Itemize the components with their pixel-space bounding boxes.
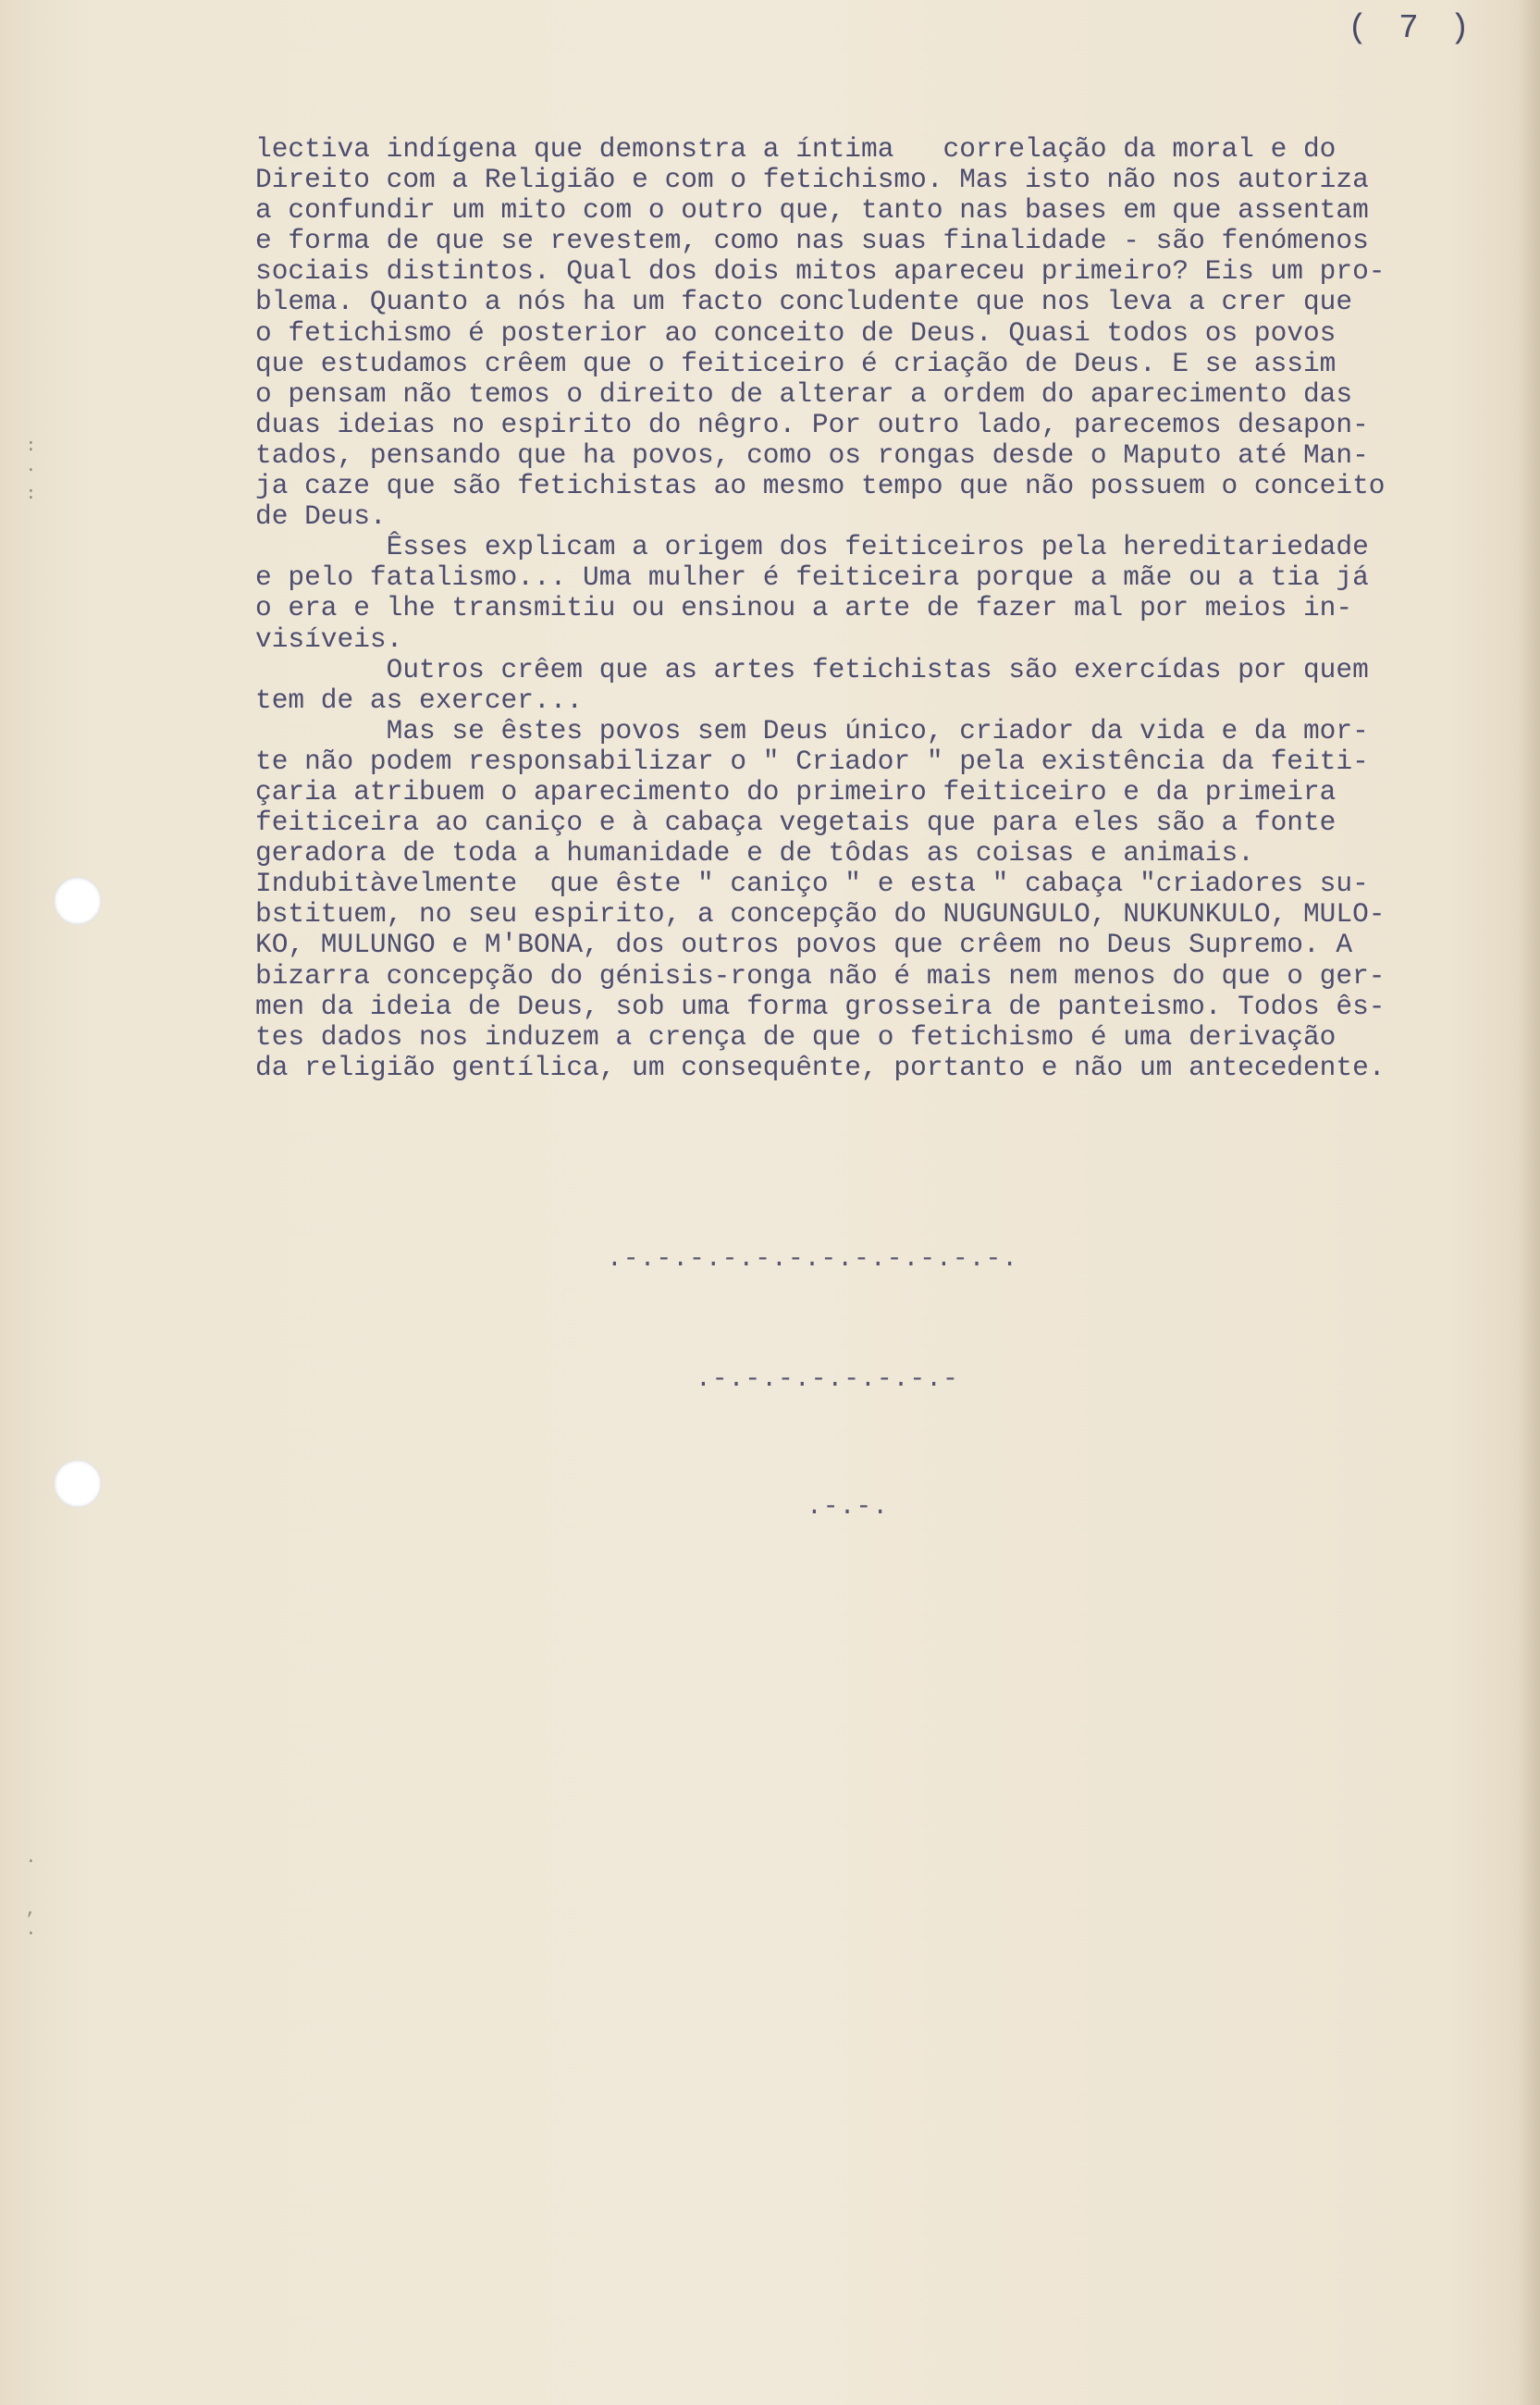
text-line: Direito com a Religião e com o fetichismo. Mas isto não nos autoriza: [255, 164, 1369, 196]
text-line: men da ideia de Deus, sob uma forma grosseira de panteismo. Todos ês-: [255, 990, 1386, 1022]
text-line: blema. Quanto a nós ha um facto concludente que nos leva a crer que: [255, 286, 1353, 318]
text-line: da religião gentílica, um consequênte, portanto e não um antecedente.: [255, 1051, 1386, 1083]
text-line: e forma de que se revestem, como nas suas finalidade - são fenómenos: [255, 225, 1369, 257]
text-line: o era e lhe transmitiu ou ensinou a arte de fazer mal por meios in-: [255, 592, 1353, 624]
text-line: tes dados nos induzem a crença de que o fetichismo é uma derivação: [255, 1020, 1337, 1053]
text-line: bstituem, no seu espirito, a concepção do NUGUNGULO, NUKUNKULO, MULO-: [255, 898, 1386, 931]
margin-speck-mark: : · :: [26, 438, 36, 504]
text-line: geradora de toda a humanidade e de tôdas as coisas e animais.: [255, 837, 1254, 870]
text-line: que estudamos crêem que o feiticeiro é criação de Deus. E se assim: [255, 347, 1337, 379]
margin-speck-mark-lower: · , ·: [26, 1853, 36, 1943]
text-line: Mas se êstes povos sem Deus único, criador da vida e da mor-: [255, 714, 1369, 746]
text-line: de Deus.: [255, 500, 387, 533]
page-number: ( 7 ): [1347, 9, 1475, 47]
separator-line-medium: .-.-.-.-.-.-.-.-: [696, 1365, 959, 1394]
text-line: bizarra concepção do génisis-ronga não é mais nem menos do que o ger-: [255, 959, 1386, 992]
text-line: e pelo fatalismo... Uma mulher é feiticeira porque a mãe ou a tia já: [255, 561, 1369, 594]
text-line: o fetichismo é posterior ao conceito de Deus. Quasi todos os povos: [255, 316, 1337, 349]
text-line: ja caze que são fetichistas ao mesmo tempo que não possuem o conceito: [255, 470, 1386, 502]
separator-line-short: .-.-.: [807, 1493, 890, 1522]
text-line: te não podem responsabilizar o " Criador " pela existência da feiti-: [255, 745, 1369, 777]
text-line: Êsses explicam a origem dos feiticeiros pela hereditariedade: [255, 531, 1369, 563]
text-line: feiticeira ao caniço e à cabaça vegetais que para eles são a fonte: [255, 807, 1337, 839]
text-line: o pensam não temos o direito de alterar a ordem do aparecimento das: [255, 377, 1353, 410]
separator-line-long: .-.-.-.-.-.-.-.-.-.-.-.-.: [607, 1245, 1019, 1274]
text-line: lectiva indígena que demonstra a íntima correlação da moral e do: [255, 133, 1337, 165]
text-line: Indubitàvelmente que êste " caniço " e esta " cabaça "criadores su-: [255, 868, 1369, 900]
punch-hole-bottom: [54, 1460, 102, 1508]
text-line: çaria atribuem o aparecimento do primeiro feiticeiro e da primeira: [255, 775, 1337, 808]
punch-hole-top: [54, 877, 102, 925]
text-line: Outros crêem que as artes fetichistas são exercídas por quem: [255, 653, 1369, 685]
text-line: sociais distintos. Qual dos dois mitos apareceu primeiro? Eis um pro-: [255, 255, 1386, 288]
text-line: KO, MULUNGO e M'BONA, dos outros povos que crêem no Deus Supremo. A: [255, 929, 1353, 961]
text-line: tem de as exercer...: [255, 684, 584, 716]
text-line: a confundir um mito com o outro que, tanto nas bases em que assentam: [255, 194, 1369, 227]
text-line: tados, pensando que ha povos, como os rongas desde o Maputo até Man-: [255, 438, 1369, 471]
text-line: visíveis.: [255, 623, 403, 655]
typed-paragraphs: [255, 134, 1532, 1083]
text-line: duas ideias no espirito do nêgro. Por outro lado, parecemos desapon-: [255, 408, 1369, 440]
